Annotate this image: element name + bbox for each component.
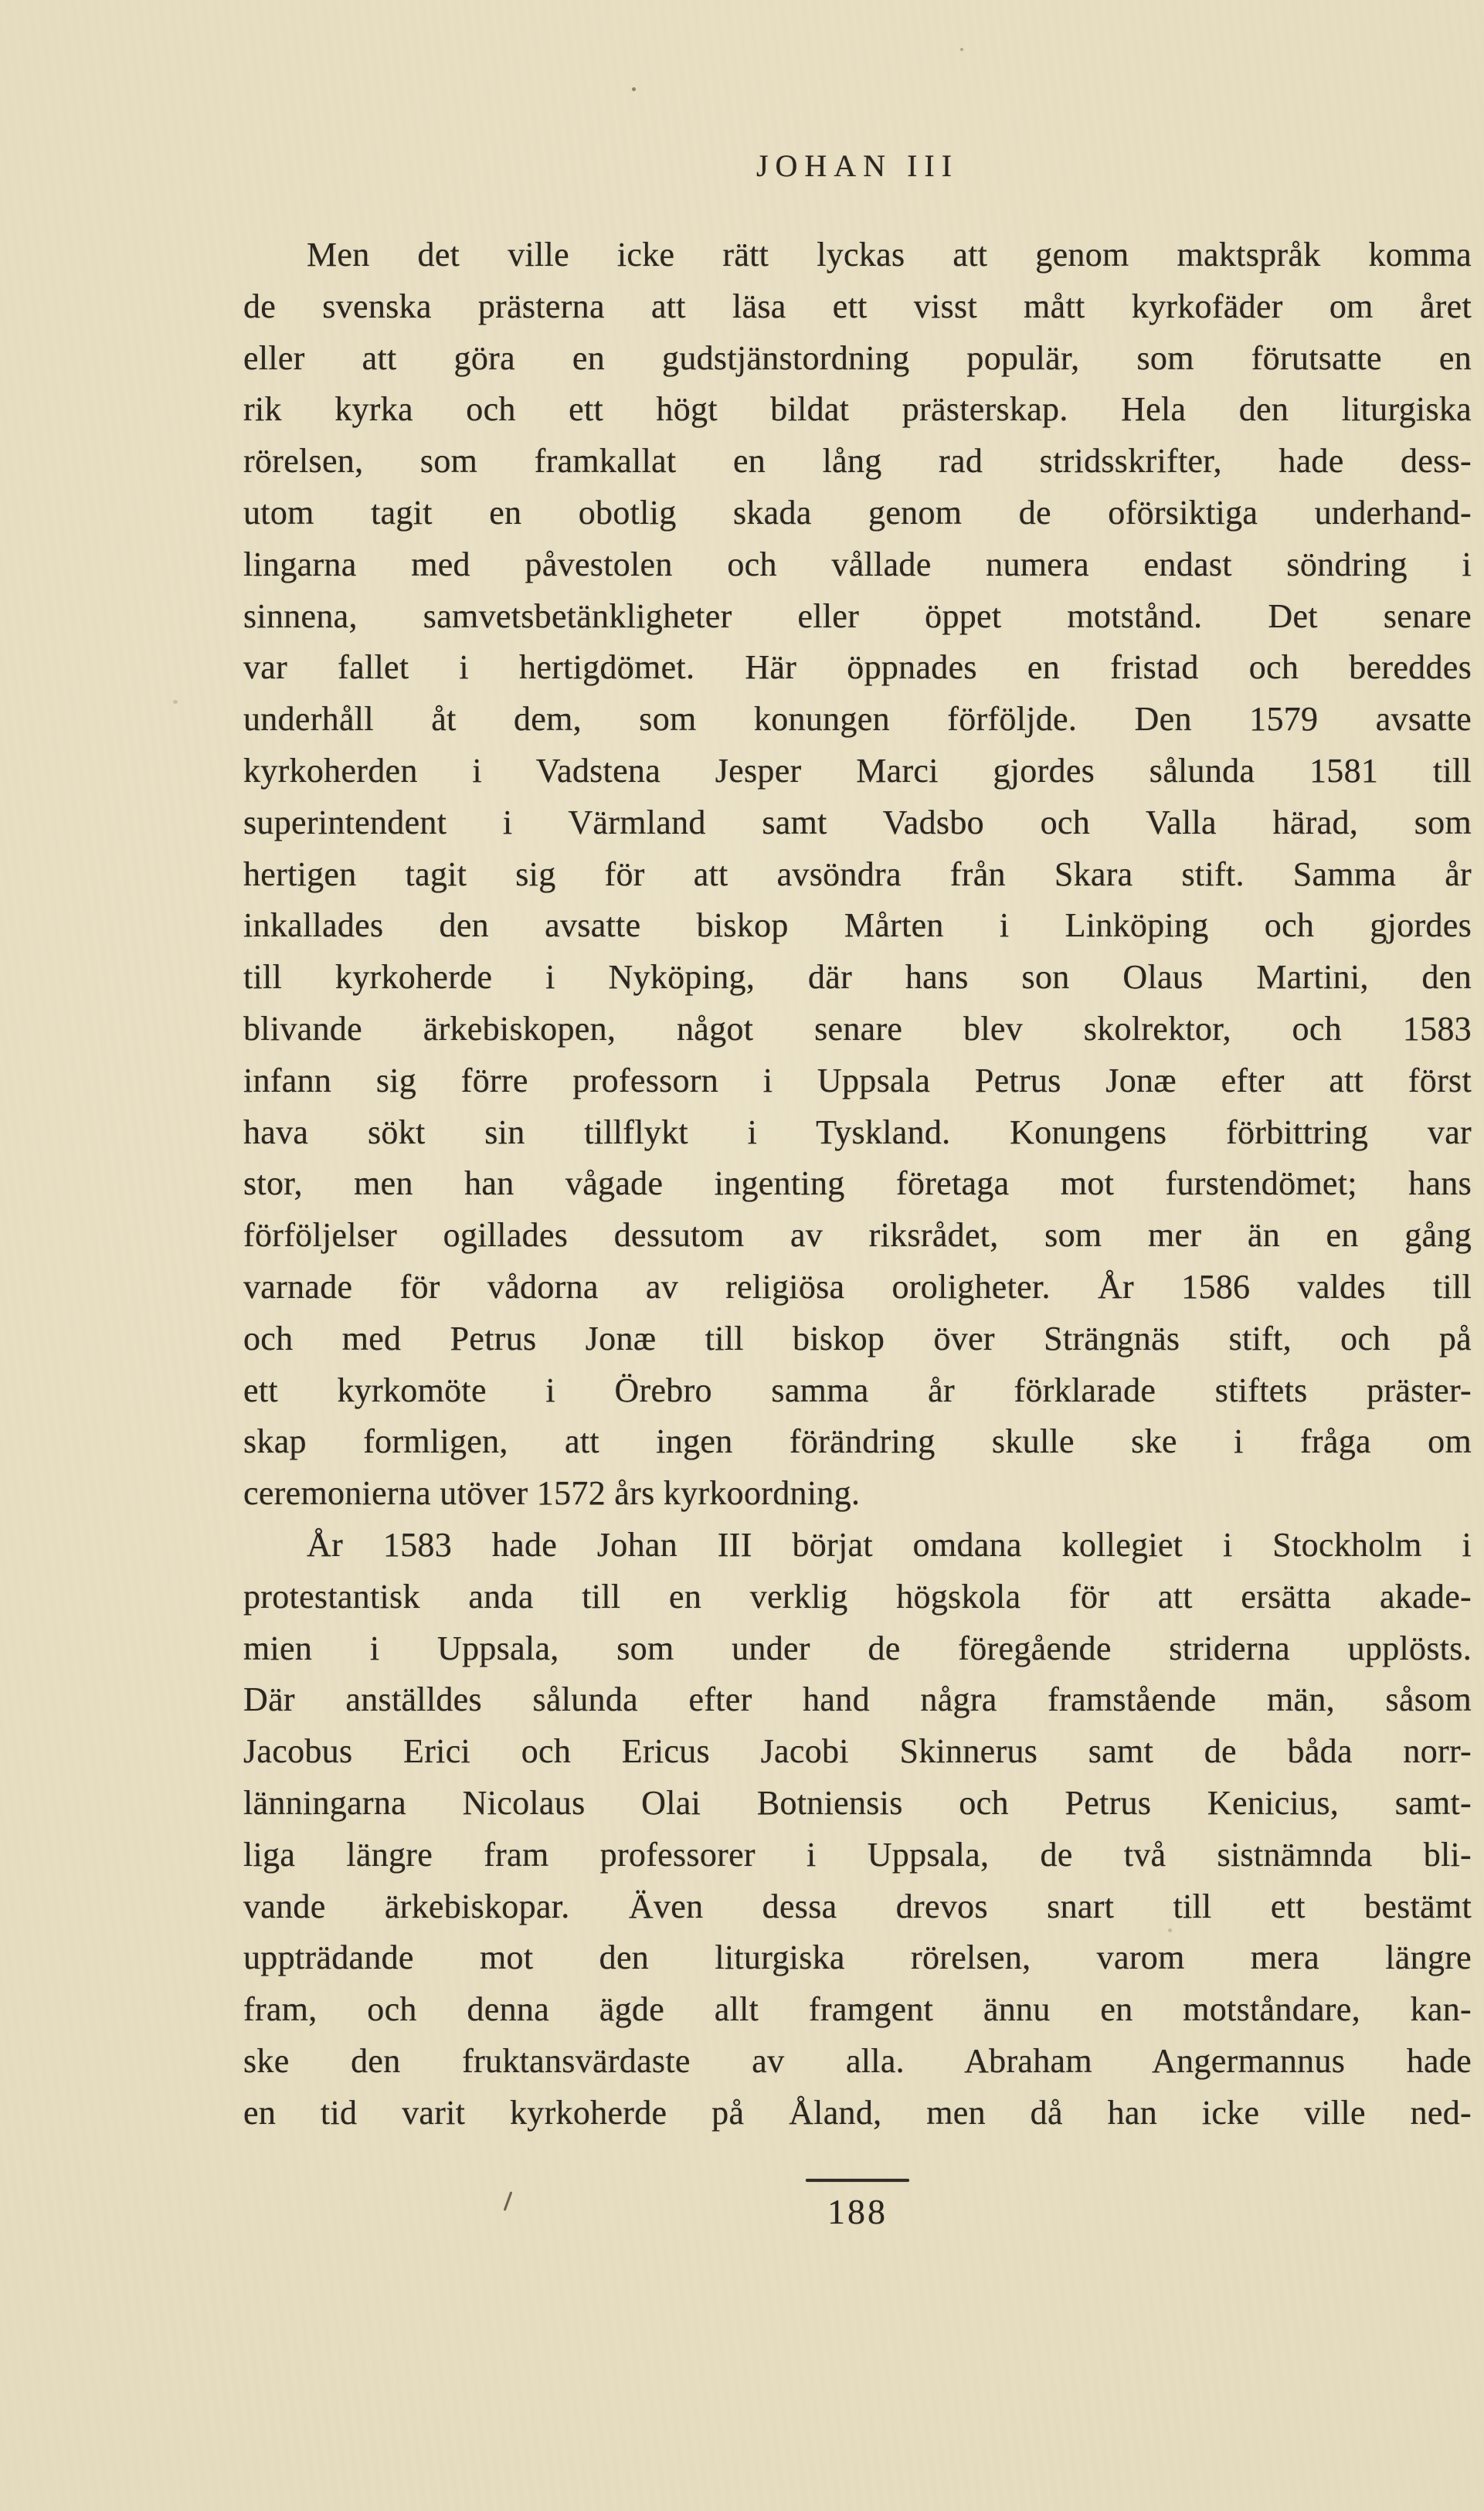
text-line: lingarna med påvestolen och vållade numera endast söndring i bbox=[243, 545, 1472, 583]
text-line: utom tagit en obotlig skada genom de oförsiktiga underhand- bbox=[243, 493, 1472, 532]
text-line: fram, och denna ägde allt framgent ännu en motståndare, kan- bbox=[243, 1990, 1472, 2029]
text-line: sinnena, samvetsbetänkligheter eller öppet motstånd. Det senare bbox=[243, 596, 1472, 635]
text-line: År 1583 hade Johan III börjat omdana kollegiet i Stockholm i bbox=[307, 1525, 1472, 1564]
text-line: kyrkoherden i Vadstena Jesper Marci gjordes sålunda 1581 till bbox=[243, 751, 1472, 790]
text-line: de svenska prästerna att läsa ett visst mått kyrkofäder om året bbox=[243, 287, 1472, 325]
text-line: till kyrkoherde i Nyköping, där hans son Olaus Martini, den bbox=[243, 958, 1472, 997]
text-line: och med Petrus Jonæ till biskop över Strängnäs stift, och på bbox=[243, 1319, 1472, 1357]
text-line: rik kyrka och ett högt bildat prästerskap. Hela den liturgiska bbox=[243, 390, 1472, 429]
text-line: Men det ville icke rätt lyckas att genom maktspråk komma bbox=[307, 236, 1472, 274]
text-line: stor, men han vågade ingenting företaga mot furstendömet; hans bbox=[243, 1164, 1472, 1203]
body-text bbox=[243, 229, 1472, 2139]
text-line: inkallades den avsatte biskop Mårten i Linköping och gjordes bbox=[243, 906, 1472, 945]
scan-speck bbox=[173, 700, 178, 704]
text-line: ske den fruktansvärdaste av alla. Abraham Angermannus hade bbox=[243, 2041, 1472, 2080]
text-line: en tid varit kyrkoherde på Åland, men då han icke ville ned- bbox=[243, 2093, 1472, 2132]
text-line: var fallet i hertigdömet. Här öppnades en fristad och bereddes bbox=[243, 648, 1472, 687]
text-line: länningarna Nicolaus Olai Botniensis och Petrus Kenicius, samt- bbox=[243, 1783, 1472, 1822]
text-line: blivande ärkebiskopen, något senare blev skolrektor, och 1583 bbox=[243, 1009, 1472, 1048]
text-line: infann sig förre professorn i Uppsala Petrus Jonæ efter att först bbox=[243, 1061, 1472, 1099]
page-number: 188 bbox=[827, 2192, 888, 2231]
text-line: superintendent i Värmland samt Vadsbo och Valla härad, som bbox=[243, 803, 1472, 841]
text-line: eller att göra en gudstjänstordning populär, som förutsatte en bbox=[243, 338, 1472, 377]
text-line: skap formligen, att ingen förändring skulle ske i fråga om bbox=[243, 1422, 1472, 1461]
text-line: underhåll åt dem, som konungen förföljde. Den 1579 avsatte bbox=[243, 700, 1472, 739]
scan-speck bbox=[1168, 1928, 1172, 1932]
footer-rule bbox=[806, 2179, 909, 2182]
text-line: mien i Uppsala, som under de föregående striderna upplösts. bbox=[243, 1629, 1472, 1667]
text-line: Där anställdes sålunda efter hand några framstående män, såsom bbox=[243, 1680, 1472, 1719]
text-line: förföljelser ogillades dessutom av riksrådet, som mer än en gång bbox=[243, 1216, 1472, 1255]
text-line: vande ärkebiskopar. Även dessa drevos snart till ett bestämt bbox=[243, 1887, 1472, 1925]
text-line: rörelsen, som framkallat en lång rad stridsskrifter, hade dess- bbox=[243, 442, 1472, 481]
running-head: JOHAN III bbox=[756, 148, 959, 183]
text-line: Jacobus Erici och Ericus Jacobi Skinnerus samt de båda norr- bbox=[243, 1732, 1472, 1771]
text-line: hertigen tagit sig för att avsöndra från Skara stift. Samma år bbox=[243, 855, 1472, 893]
text-line: hava sökt sin tillflykt i Tyskland. Konungens förbittring var bbox=[243, 1113, 1472, 1151]
scan-speck bbox=[632, 87, 636, 91]
scan-speck bbox=[960, 48, 963, 51]
text-line: ett kyrkomöte i Örebro samma år förklarade stiftets präster- bbox=[243, 1371, 1472, 1409]
text-line: varnade för vådorna av religiösa oroligheter. År 1586 valdes till bbox=[243, 1267, 1472, 1306]
text-line: uppträdande mot den liturgiska rörelsen, varom mera längre bbox=[243, 1938, 1472, 1977]
text-line: protestantisk anda till en verklig högskola för att ersätta akade- bbox=[243, 1577, 1472, 1616]
text-line: liga längre fram professorer i Uppsala, de två sistnämnda bli- bbox=[243, 1835, 1472, 1874]
page-footer bbox=[243, 2179, 1472, 2232]
text-line: ceremonierna utöver 1572 års kyrkoordning. bbox=[243, 1474, 861, 1513]
